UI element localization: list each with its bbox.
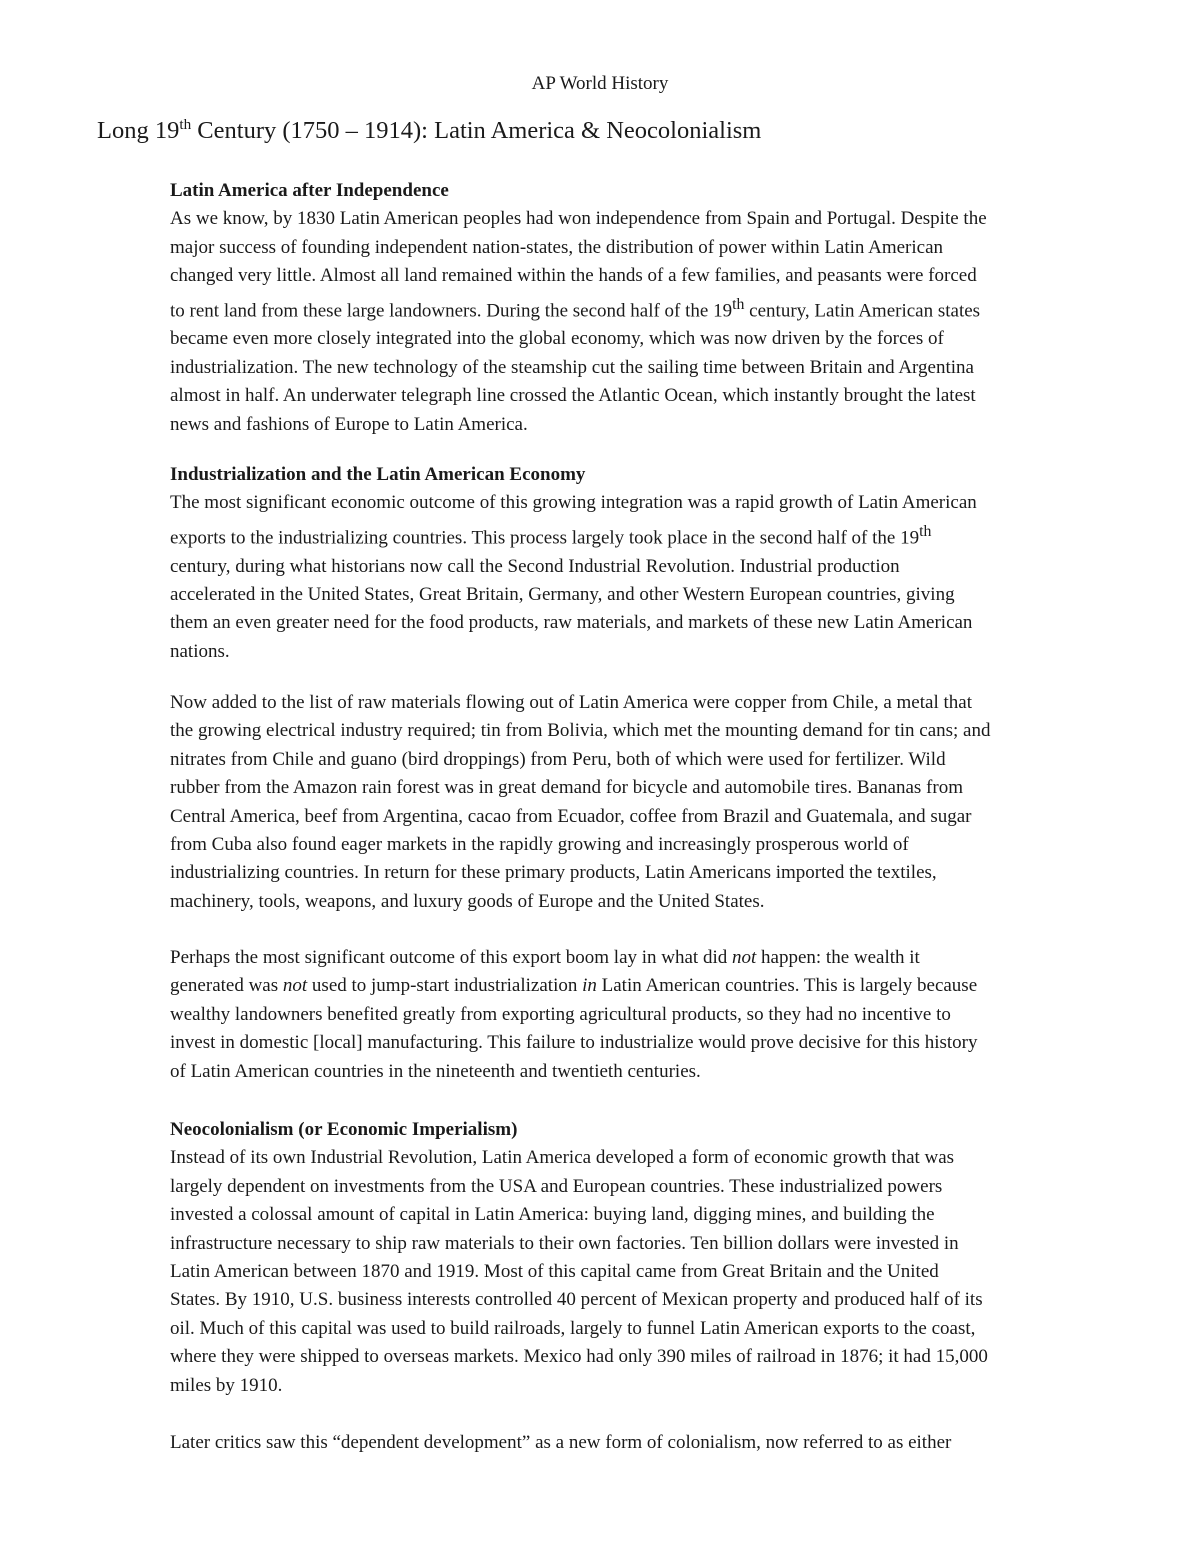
text-line: the growing electrical industry required; tin from Bolivia, which met the mounting demand for tin cans; and	[170, 720, 991, 742]
page-header: AP World History	[531, 73, 669, 94]
text-line: became even more closely integrated into the global economy, which was now driven by the forces of	[170, 328, 944, 350]
paragraph-later-critics	[170, 1429, 1110, 1457]
text-line: States. By 1910, U.S. business interests controlled 40 percent of Mexican property and produced half of its	[170, 1289, 983, 1311]
section-heading: Industrialization and the Latin American Economy	[170, 464, 586, 485]
section-latin-america-after-independence	[170, 177, 1110, 439]
section-industrialization-economy	[170, 461, 1110, 666]
text-line: of Latin American countries in the nineteenth and twentieth centuries.	[170, 1060, 701, 1082]
text-line: from Cuba also found eager markets in the rapidly growing and increasingly prosperous world of	[170, 834, 909, 856]
text-line: machinery, tools, weapons, and luxury goods of Europe and the United States.	[170, 890, 765, 912]
text-line: exports to the industrializing countries. This process largely took place in the second half of the 19th	[170, 522, 932, 549]
text-line: century, during what historians now call the Second Industrial Revolution. Industrial production	[170, 555, 900, 577]
text-line: accelerated in the United States, Great Britain, Germany, and other Western European countries, giving	[170, 583, 955, 605]
section-heading: Neocolonialism (or Economic Imperialism)	[170, 1119, 518, 1140]
text-line: to rent land from these large landowners. During the second half of the 19th century, Latin American states	[170, 295, 981, 321]
text-line: where they were shipped to overseas markets. Mexico had only 390 miles of railroad in 1876; it had 15,000	[170, 1346, 988, 1368]
text-line: wealthy landowners benefited greatly from exporting agricultural products, so they had no incentive to	[170, 1003, 951, 1025]
text-line: Now added to the list of raw materials flowing out of Latin America were copper from Chile, a metal that	[170, 692, 972, 713]
text-line: rubber from the Amazon rain forest was in great demand for bicycle and automobile tires. Bananas from	[170, 777, 963, 799]
section-heading: Latin America after Independence	[170, 180, 449, 201]
title-suffix: Century (1750 – 1914): Latin America & Neocolonialism	[191, 117, 762, 144]
title-superscript: th	[179, 115, 192, 133]
text-line: Central America, beef from Argentina, cacao from Ecuador, coffee from Brazil and Guatemala, and sugar	[170, 805, 972, 827]
text-line: As we know, by 1830 Latin American peoples had won independence from Spain and Portugal. Despite the	[170, 208, 987, 230]
text-line: invested a colossal amount of capital in Latin America: buying land, digging mines, and building the	[170, 1204, 935, 1226]
title-prefix: Long 19	[97, 117, 180, 144]
text-line: nitrates from Chile and guano (bird droppings) from Peru, both of which were used for fertilizer. Wild	[170, 748, 946, 770]
text-line: oil. Much of this capital was used to build railroads, largely to funnel Latin American exports to the coast,	[170, 1317, 976, 1339]
text-line: nations.	[170, 640, 230, 662]
text-line: industrializing countries. In return for these primary products, Latin Americans imported the textiles,	[170, 862, 937, 884]
text-line: Instead of its own Industrial Revolution, Latin America developed a form of economic growth that was	[170, 1147, 955, 1169]
section-neocolonialism	[170, 1116, 1110, 1400]
text-line: The most significant economic outcome of this growing integration was a rapid growth of Latin American	[170, 492, 977, 514]
paragraph-export-boom	[170, 944, 1110, 1086]
text-line: Latin American between 1870 and 1919. Most of this capital came from Great Britain and the United	[170, 1261, 939, 1283]
text-line: major success of founding independent nation-states, the distribution of power within Latin American	[170, 236, 944, 258]
text-line: infrastructure necessary to ship raw materials to their own factories. Ten billion dollars were invested in	[170, 1232, 959, 1254]
text-line: Later critics saw this “dependent development” as a new form of colonialism, now referred to as either	[170, 1432, 952, 1453]
text-line: Perhaps the most significant outcome of this export boom lay in what did not happen: the wealth it	[170, 947, 920, 968]
paragraph-raw-materials	[170, 689, 1110, 916]
text-line: news and fashions of Europe to Latin America.	[170, 413, 528, 435]
text-line: almost in half. An underwater telegraph line crossed the Atlantic Ocean, which instantly brought the latest	[170, 385, 976, 407]
text-line: miles by 1910.	[170, 1374, 283, 1396]
text-line: them an even greater need for the food products, raw materials, and markets of these new Latin American	[170, 612, 973, 634]
text-line: generated was not used to jump-start industrialization in Latin American countries. This is largely because	[170, 975, 978, 997]
text-line: largely dependent on investments from the USA and European countries. These industrialized powers	[170, 1175, 943, 1197]
page-title	[97, 116, 761, 146]
text-line: changed very little. Almost all land remained within the hands of a few families, and peasants were forced	[170, 265, 977, 287]
text-line: industrialization. The new technology of the steamship cut the sailing time between Britain and Argentina	[170, 356, 974, 378]
text-line: invest in domestic [local] manufacturing. This failure to industrialize would prove decisive for this history	[170, 1032, 978, 1054]
